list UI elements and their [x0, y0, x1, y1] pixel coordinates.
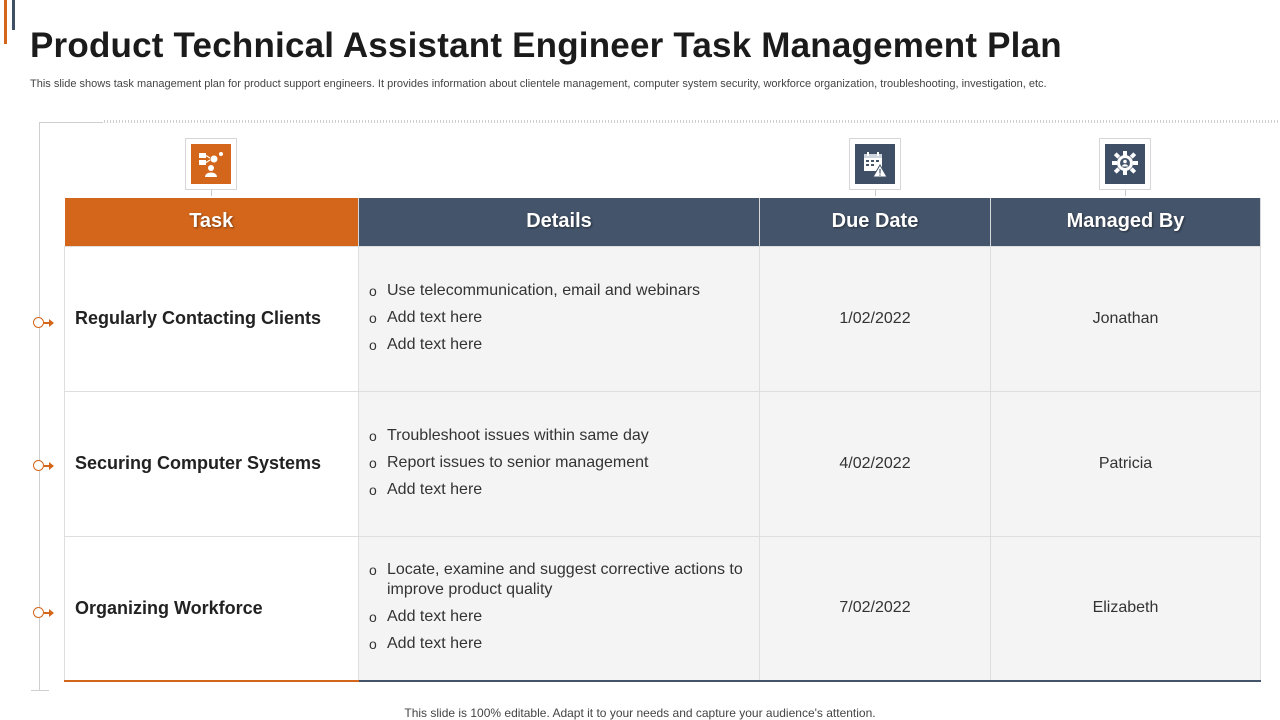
task-name: Organizing Workforce: [65, 536, 359, 681]
task-details: [359, 391, 760, 536]
accent-bars: [4, 0, 18, 44]
accent-bar-orange: [4, 0, 7, 44]
due-date: 1/02/2022: [760, 246, 991, 391]
icon-connector: [211, 190, 212, 196]
detail-item: o Add text here: [369, 335, 749, 355]
task-plan-table: [64, 198, 1261, 682]
detail-item: o Add text here: [369, 634, 749, 654]
detail-item: o Troubleshoot issues within same day: [369, 426, 749, 446]
due-date: 7/02/2022: [760, 536, 991, 681]
header-task: Task: [65, 198, 359, 246]
table-header-row: [65, 198, 1261, 246]
detail-item: o Locate, examine and suggest corrective actions to improve product quality: [369, 560, 749, 600]
task-details: [359, 536, 760, 681]
timeline-spine: [39, 122, 40, 690]
table-row: [65, 391, 1261, 536]
managed-by: Elizabeth: [991, 536, 1261, 681]
detail-item: o Add text here: [369, 607, 749, 627]
detail-item: o Report issues to senior management: [369, 453, 749, 473]
page-title: Product Technical Assistant Engineer Task Management Plan: [30, 26, 1062, 65]
row-marker-2: [33, 460, 55, 472]
task-name: Regularly Contacting Clients: [65, 246, 359, 391]
row-marker-3: [33, 607, 55, 619]
icon-connector: [875, 190, 876, 196]
footer-note: This slide is 100% editable. Adapt it to your needs and capture your audience's attention.: [404, 706, 876, 720]
page-subtitle: This slide shows task management plan for product support engineers. It provides information about clientele management, computer system security, workforce organization, troubleshooting, investigation, etc.: [30, 78, 1047, 90]
detail-item: o Add text here: [369, 480, 749, 500]
gear-team-icon: [1099, 138, 1151, 190]
dotted-divider: [104, 120, 1278, 123]
detail-item: o Use telecommunication, email and webinars: [369, 281, 749, 301]
header-managed-by: Managed By: [991, 198, 1261, 246]
managed-by: Patricia: [991, 391, 1261, 536]
timeline-end-cap: [31, 690, 49, 691]
table-row: [65, 536, 1261, 681]
due-date: 4/02/2022: [760, 391, 991, 536]
row-marker-1: [33, 317, 55, 329]
table-row: [65, 246, 1261, 391]
accent-bar-slate: [12, 0, 15, 30]
team-org-icon: [185, 138, 237, 190]
header-details: Details: [359, 198, 760, 246]
managed-by: Jonathan: [991, 246, 1261, 391]
icon-connector: [1125, 190, 1126, 196]
task-details: [359, 246, 760, 391]
detail-item: o Add text here: [369, 308, 749, 328]
header-due-date: Due Date: [760, 198, 991, 246]
timeline-corner: [39, 122, 103, 123]
calendar-warning-icon: [849, 138, 901, 190]
task-name: Securing Computer Systems: [65, 391, 359, 536]
